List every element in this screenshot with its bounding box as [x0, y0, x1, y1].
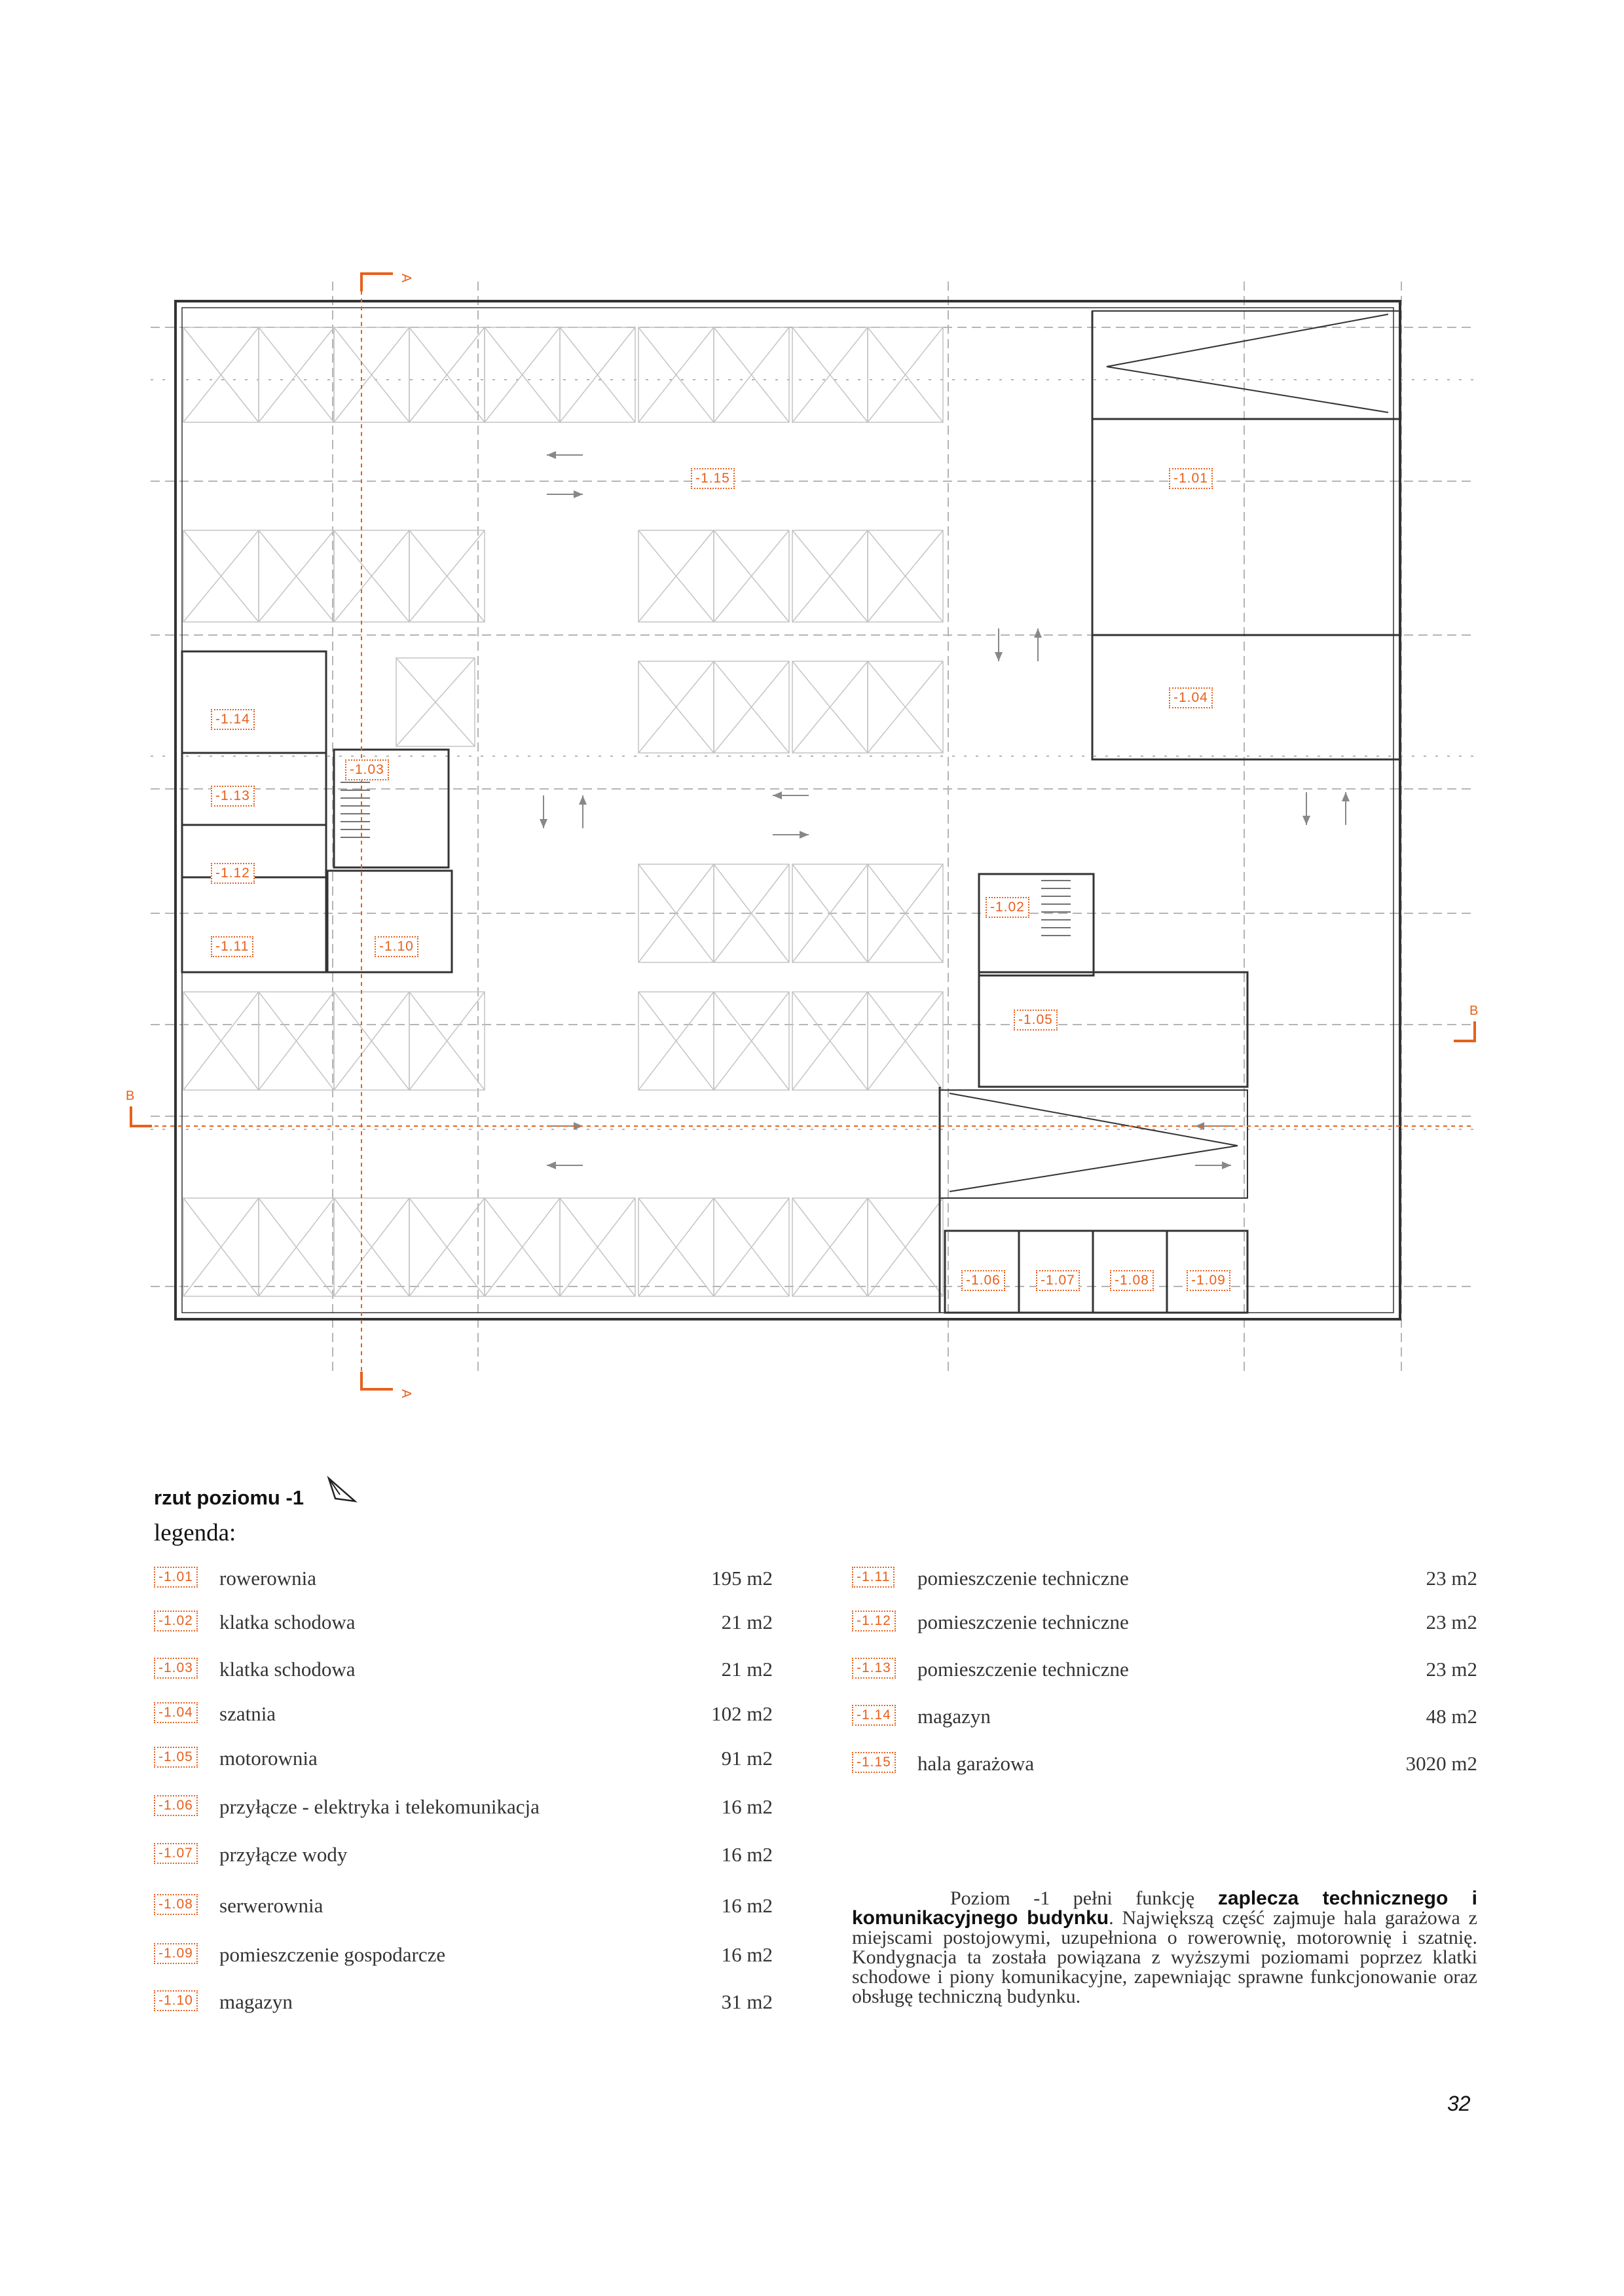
legend-tag: -1.14 — [852, 1705, 896, 1726]
legend-tag: -1.13 — [852, 1658, 896, 1679]
legend-tag: -1.01 — [154, 1567, 198, 1588]
room-tag-1-06: -1.06 — [961, 1270, 1005, 1291]
traffic-arrow-head — [547, 1161, 556, 1169]
section-a-bottom-letter: A — [399, 1389, 413, 1398]
legend-tag: -1.02 — [154, 1611, 198, 1631]
ramp-top-triangle — [1107, 314, 1388, 412]
legend-room-name: pomieszczenie gospodarcze — [219, 1943, 446, 1966]
legend-row — [154, 1943, 773, 1969]
legend-title: legenda: — [154, 1520, 236, 1546]
legend-row — [852, 1705, 1477, 1731]
legend-room-name: motorownia — [219, 1747, 318, 1770]
legend-room-name: szatnia — [219, 1702, 276, 1725]
legend-row — [154, 1843, 773, 1869]
legend-room-name: magazyn — [917, 1705, 991, 1728]
legend-room-area: 48 m2 — [1426, 1705, 1477, 1728]
section-b-right-letter: B — [1469, 1004, 1479, 1018]
legend-room-area: 16 m2 — [721, 1795, 773, 1818]
description-highlight: zaplecza technicznego i komunikacyjnego budynku — [852, 1887, 1478, 1929]
room-tag-1-12: -1.12 — [211, 863, 255, 884]
traffic-arrow-head — [547, 451, 556, 459]
room-tag-1-05: -1.05 — [1014, 1010, 1058, 1030]
traffic-arrow-head — [579, 795, 587, 805]
legend-room-name: przyłącze - elektryka i telekomunikacja — [219, 1795, 540, 1818]
room-tag-1-14: -1.14 — [211, 709, 255, 730]
legend-room-area: 16 m2 — [721, 1843, 773, 1866]
section-b-left-marker — [131, 1106, 152, 1126]
room-wall-1-11 — [182, 877, 326, 972]
stairs — [341, 782, 1071, 936]
traffic-arrow-head — [540, 819, 547, 828]
legend-row — [154, 1894, 773, 1920]
traffic-arrow-head — [1302, 816, 1310, 825]
legend-room-name: pomieszczenie techniczne — [917, 1567, 1129, 1590]
legend-row — [154, 1990, 773, 2016]
legend-tag: -1.04 — [154, 1702, 198, 1723]
description-text-1: Poziom -1 pełni funkcję — [950, 1887, 1218, 1909]
legend-room-area: 102 m2 — [711, 1702, 773, 1725]
north-arrow-icon — [325, 1475, 358, 1508]
page-number: 32 — [1447, 2092, 1471, 2115]
legend-room-name: pomieszczenie techniczne — [917, 1611, 1129, 1633]
legend-room-area: 3020 m2 — [1405, 1752, 1477, 1775]
room-wall-1-01 — [1092, 419, 1400, 635]
plan-title: rzut poziomu -1 — [154, 1486, 304, 1509]
room-tag-1-02: -1.02 — [986, 897, 1029, 918]
stair-core-1-02 — [979, 874, 1094, 975]
traffic-arrows — [540, 451, 1350, 1169]
legend-row — [852, 1658, 1477, 1684]
legend-room-area: 195 m2 — [711, 1567, 773, 1590]
traffic-arrow-head — [574, 490, 583, 498]
ramp-bottom-triangle — [950, 1093, 1238, 1192]
room-tag-1-09: -1.09 — [1187, 1270, 1230, 1291]
legend-row — [154, 1702, 773, 1728]
room-tag-1-01: -1.01 — [1169, 468, 1213, 489]
room-tag-1-10: -1.10 — [375, 936, 418, 957]
traffic-arrow-head — [773, 792, 782, 799]
description-paragraph — [852, 1889, 1477, 2007]
legend-room-area: 23 m2 — [1426, 1611, 1477, 1633]
traffic-arrow-head — [995, 652, 1003, 661]
section-a-top-letter: A — [399, 274, 413, 283]
traffic-arrow-head — [800, 831, 809, 839]
room-tag-1-08: -1.08 — [1110, 1270, 1154, 1291]
legend-room-name: magazyn — [219, 1990, 293, 2013]
legend-room-area: 91 m2 — [721, 1747, 773, 1770]
room-tag-1-15: -1.15 — [691, 468, 735, 489]
legend-room-area: 21 m2 — [721, 1658, 773, 1681]
room-tag-1-07: -1.07 — [1036, 1270, 1080, 1291]
legend-tag: -1.09 — [154, 1943, 198, 1964]
legend-tag: -1.03 — [154, 1658, 198, 1679]
description-text-2: . Największą część zajmuje hala garażowa z miejscami postojowymi, uzupełniona o rowerownię, motorownię i szatnię. Kondygnacja ta została powiązana z wyższymi poziomami poprzez klatki schodowe i piony komunikacyjne, zapewniając sprawne funkcjonowanie oraz obsługę techniczną budynku. — [852, 1907, 1477, 2007]
legend-room-name: rowerownia — [219, 1567, 317, 1590]
traffic-arrow-head — [1222, 1161, 1231, 1169]
legend-tag: -1.12 — [852, 1611, 896, 1631]
traffic-arrow-head — [1034, 629, 1042, 638]
walls — [175, 301, 1400, 1319]
room-wall-1-14 — [182, 651, 326, 753]
outer-wall — [175, 301, 1400, 1319]
legend-tag: -1.07 — [154, 1843, 198, 1864]
legend-room-area: 31 m2 — [721, 1990, 773, 2013]
legend-row — [154, 1567, 773, 1593]
legend-room-name: hala garażowa — [917, 1752, 1035, 1775]
legend-tag: -1.15 — [852, 1752, 896, 1773]
legend-tag: -1.10 — [154, 1990, 198, 2011]
traffic-arrow-head — [1342, 792, 1350, 801]
ramp-bottom — [940, 1090, 1247, 1198]
legend-room-area: 23 m2 — [1426, 1567, 1477, 1590]
legend-room-name: przyłącze wody — [219, 1843, 348, 1866]
section-b-left-letter: B — [126, 1089, 135, 1103]
room-wall-1-04 — [1092, 635, 1400, 759]
legend-row — [154, 1747, 773, 1773]
legend-tag: -1.08 — [154, 1894, 198, 1915]
parking-bays — [183, 327, 943, 1296]
legend-tag: -1.05 — [154, 1747, 198, 1768]
legend-row — [852, 1752, 1477, 1778]
legend-row — [154, 1658, 773, 1684]
legend-row — [852, 1567, 1477, 1593]
room-tag-1-11: -1.11 — [211, 936, 253, 957]
legend-row — [154, 1795, 773, 1821]
legend-room-area: 23 m2 — [1426, 1658, 1477, 1681]
section-a-bottom-marker — [361, 1372, 393, 1389]
room-tag-1-03: -1.03 — [345, 759, 389, 780]
legend-room-name: pomieszczenie techniczne — [917, 1658, 1129, 1681]
room-tag-1-13: -1.13 — [211, 786, 255, 807]
legend-room-name: klatka schodowa — [219, 1611, 356, 1633]
section-a-top-marker — [361, 274, 393, 291]
legend-room-name: serwerownia — [219, 1894, 323, 1917]
legend-room-area: 21 m2 — [721, 1611, 773, 1633]
structural-grid — [151, 282, 1473, 1375]
legend-row — [852, 1611, 1477, 1637]
room-tag-1-04: -1.04 — [1169, 687, 1213, 708]
legend-tag: -1.11 — [852, 1567, 895, 1588]
legend-room-area: 16 m2 — [721, 1894, 773, 1917]
legend-room-area: 16 m2 — [721, 1943, 773, 1966]
legend-tag: -1.06 — [154, 1795, 198, 1816]
legend-row — [154, 1611, 773, 1637]
legend-room-name: klatka schodowa — [219, 1658, 356, 1681]
ramps — [940, 311, 1400, 1198]
inner-wall — [182, 308, 1393, 1313]
